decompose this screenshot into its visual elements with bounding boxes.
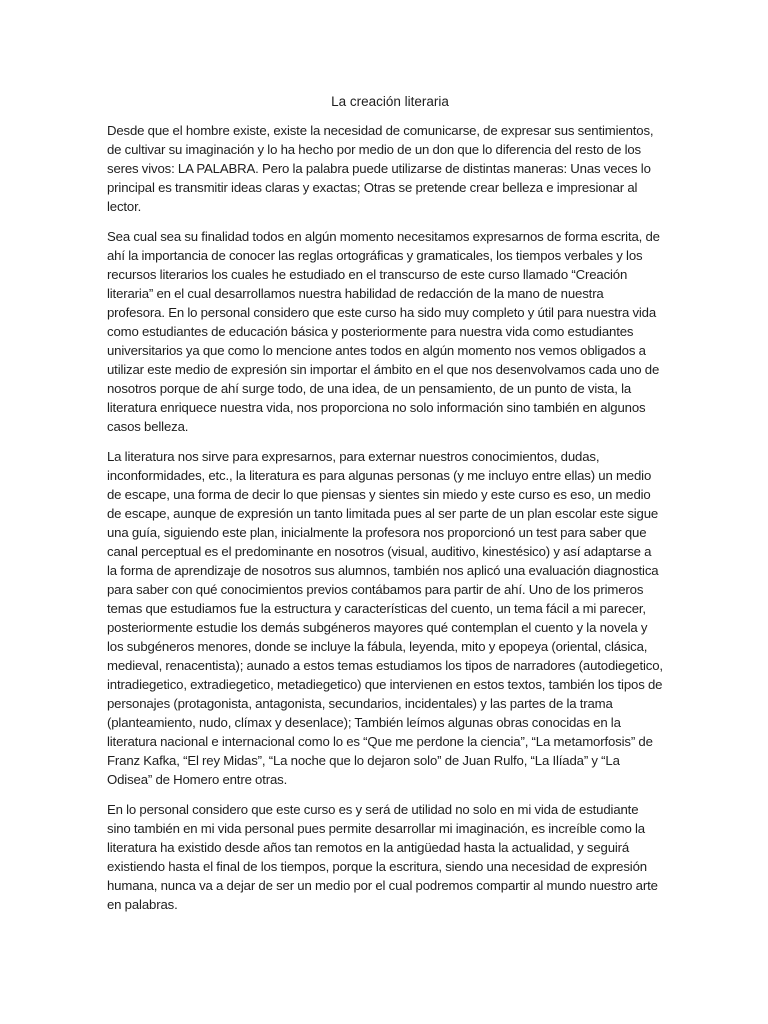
document-page: [107, 92, 663, 925]
paragraph-2: Sea cual sea su finalidad todos en algún momento necesitamos expresarnos de forma escrita, de ahí la importancia de conocer las reglas ortográficas y gramaticales, los tiempos verbales y los recursos literarios los cuales he estudiado en el transcurso de este curso llamado “Creación literaria” en el cual desarrollamos nuestra habilidad de redacción de la mano de nuestra profesora. En lo personal considero que este curso ha sido muy completo y útil para nuestra vida como estudiantes de educación básica y posteriormente para nuestra vida como estudiantes universitarios ya que como lo mencione antes todos en algún momento nos vemos obligados a utilizar este medio de expresión sin importar el ámbito en el que nos desenvolvamos cada uno de nosotros porque de ahí surge todo, de una idea, de un pensamiento, de un punto de vista, la literatura enriquece nuestra vida, nos proporciona no solo información sino también en algunos casos belleza.: [107, 229, 660, 434]
paragraph-4: En lo personal considero que este curso es y será de utilidad no solo en mi vida de estudiante sino también en mi vida personal pues permite desarrollar mi imaginación, es increíble como la literatura ha existido desde años tan remotos en la antigüedad hasta la actualidad, y seguirá existiendo hasta el final de los tiempos, porque la escritura, siendo una necesidad de expresión humana, nunca va a dejar de ser un medio por el cual podremos compartir al mundo nuestro arte en palabras.: [107, 802, 658, 912]
document-title: La creación literaria: [331, 94, 449, 109]
paragraph-3: La literatura nos sirve para expresarnos, para externar nuestros conocimientos, dudas, inconformidades, etc., la literatura es para algunas personas (y me incluyo entre ellas) un medio de escape, una forma de decir lo que piensas y sientes sin miedo y este curso es eso, un medio de escape, aunque de expresión un tanto limitada pues al ser parte de un plan escolar este sigue una guía, siguiendo este plan, inicialmente la profesora nos proporcionó un test para saber que canal perceptual es el predominante en nosotros (visual, auditivo, kinestésico) y así adaptarse a la forma de aprendizaje de nosotros sus alumnos, también nos aplicó una evaluación diagnostica para saber con qué conocimientos previos contábamos para partir de ahí. Uno de los primeros temas que estudiamos fue la estructura y características del cuento, un tema fácil a mi parecer, posteriormente estudie los demás subgéneros mayores qué contemplan el cuento y la novela y los subgéneros menores, donde se incluye la fábula, leyenda, mito y epopeya (oriental, clásica, medieval, renacentista); aunado a estos temas estudiamos los tipos de narradores (autodiegetico, intradiegetico, extradiegetico, metadiegetico) que intervienen en estos textos, también los tipos de personajes (protagonista, antagonista, secundarios, incidentales) y las partes de la trama (planteamiento, nudo, clímax y desenlace); También leímos algunas obras conocidas en la literatura nacional e internacional como lo es “Que me perdone la ciencia”, “La metamorfosis” de Franz Kafka, “El rey Midas”, “La noche que lo dejaron solo” de Juan Rulfo, “La Ilíada” y “La Odisea” de Homero entre otras.: [107, 449, 663, 787]
paragraph-1: Desde que el hombre existe, existe la necesidad de comunicarse, de expresar sus sentimientos, de cultivar su imaginación y lo ha hecho por medio de un don que lo diferencia del resto de los seres vivos: LA PALABRA. Pero la palabra puede utilizarse de distintas maneras: Unas veces lo principal es transmitir ideas claras y exactas; Otras se pretende crear belleza e impresionar al lector.: [107, 123, 654, 214]
